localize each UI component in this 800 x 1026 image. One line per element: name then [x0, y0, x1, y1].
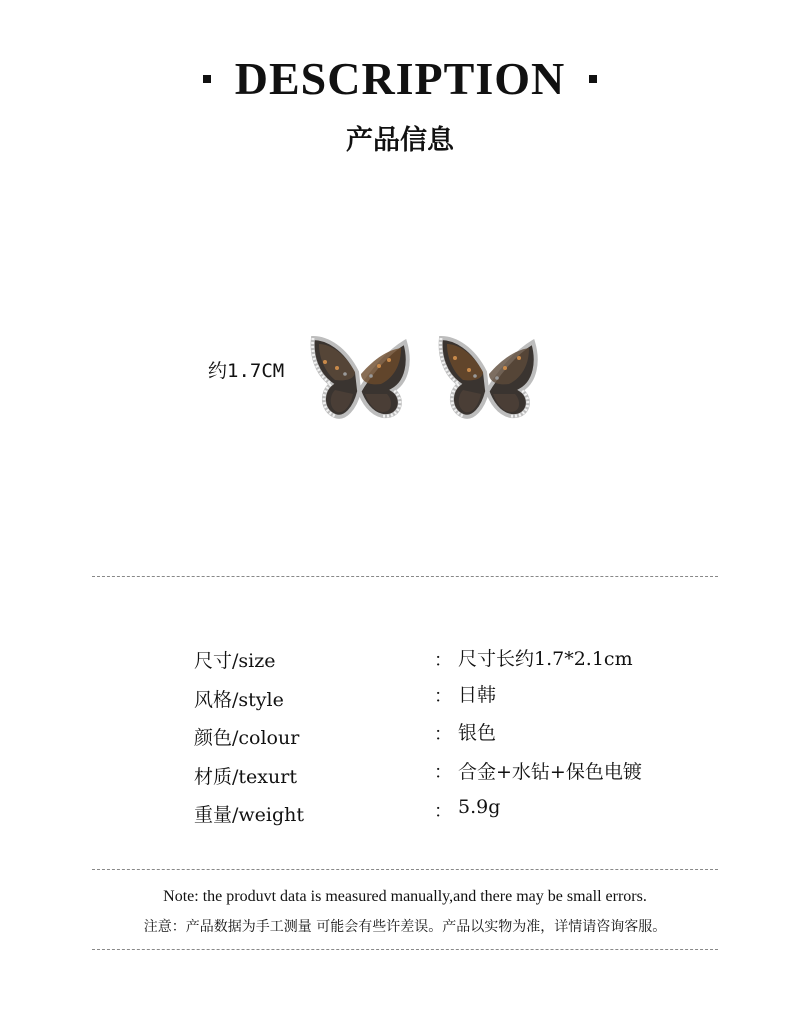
spec-colon: ： — [434, 801, 452, 822]
divider-bottom — [92, 949, 718, 950]
product-size-label: 约1.7CM — [208, 360, 285, 382]
note-chinese: 注意：产品数据为手工测量 可能会有些许差误。产品以实物为准，详情请咨询客服。 — [143, 919, 667, 935]
spec-colon: ： — [434, 762, 452, 783]
spec-value-material: 合金+水钻+保色电镀 — [458, 761, 642, 783]
bullet-square-icon — [589, 75, 597, 83]
spec-key-size: 尺寸/size — [194, 650, 276, 672]
note-english: Note: the produvt data is measured manually,and there may be small errors. — [163, 888, 647, 905]
spec-colon: ： — [434, 724, 452, 745]
bullet-square-icon — [203, 75, 211, 83]
spec-key-weight: 重量/weight — [194, 804, 305, 826]
page-title: DESCRIPTION — [234, 53, 566, 104]
spec-value-colour: 银色 — [458, 722, 497, 744]
spec-colon: ： — [434, 686, 452, 707]
spec-key-style: 风格/style — [194, 689, 284, 711]
butterfly-earring-right — [433, 332, 543, 424]
butterfly-earring-left — [305, 332, 415, 424]
spec-key-material: 材质/texurt — [194, 766, 297, 788]
spec-value-weight: 5.9g — [458, 796, 501, 818]
page-subtitle: 产品信息 — [346, 125, 454, 156]
spec-key-colour: 颜色/colour — [194, 727, 300, 749]
spec-colon: ： — [434, 650, 452, 671]
spec-value-size: 尺寸长约1.7*2.1cm — [458, 648, 633, 670]
divider-top — [92, 576, 718, 577]
title-row — [0, 52, 800, 105]
spec-value-style: 日韩 — [458, 684, 497, 706]
divider-middle — [92, 869, 718, 870]
